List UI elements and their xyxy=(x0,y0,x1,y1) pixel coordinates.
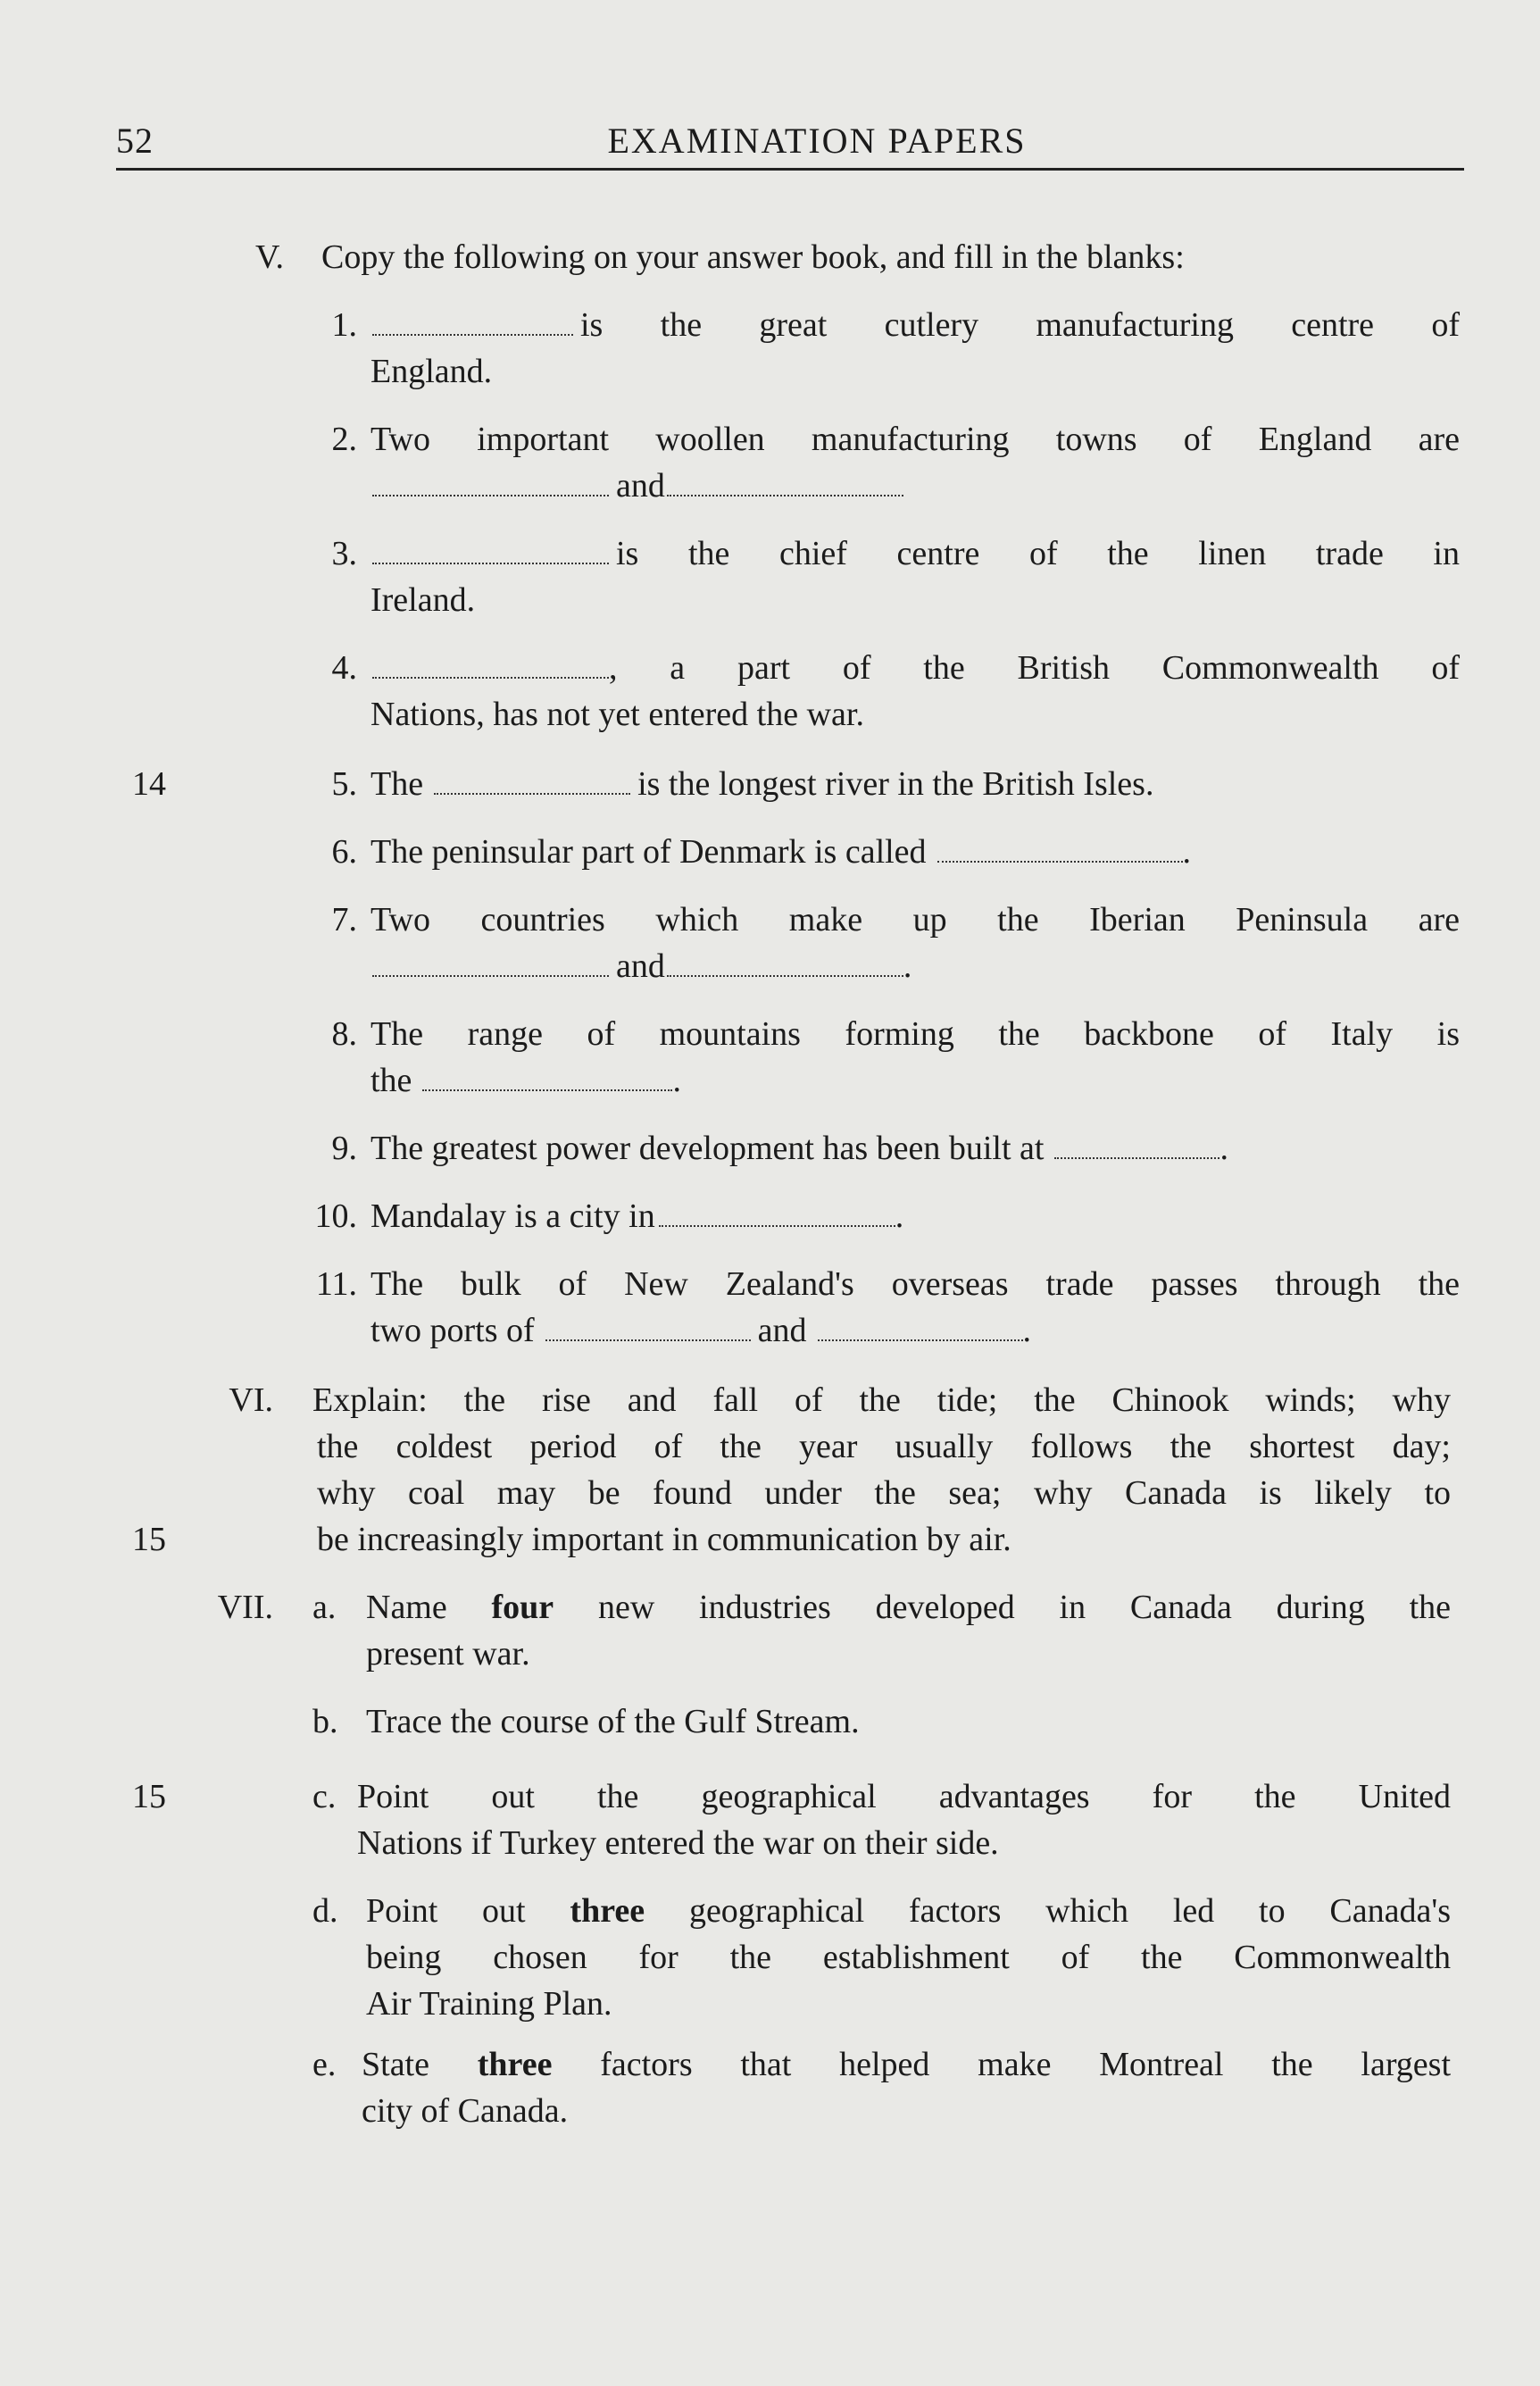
item-letter: d. xyxy=(312,1892,338,1930)
sub-question-continuation: Nations if Turkey entered the war on their side. xyxy=(357,1824,999,1862)
sub-question: Point out the geographical advantages for the United xyxy=(357,1778,1451,1815)
sub-question-continuation: Air Training Plan. xyxy=(366,1985,612,2023)
sub-question-continuation: being chosen for the establishment of the Commonwealth xyxy=(366,1939,1451,1976)
answer-blank xyxy=(818,1339,1023,1341)
item-letter: b. xyxy=(312,1703,338,1740)
item-number: 5. xyxy=(331,765,357,803)
fill-blank-item: is the chief centre of the linen trade in xyxy=(370,530,1460,577)
page-title: EXAMINATION PAPERS xyxy=(607,121,1027,161)
item-letter: c. xyxy=(312,1778,337,1815)
question-text-line: be increasingly important in communication by air. xyxy=(317,1521,1011,1558)
item-number: 9. xyxy=(331,1130,357,1167)
fill-blank-item: The range of mountains forming the backbone of Italy is xyxy=(370,1015,1460,1053)
answer-blank xyxy=(372,677,609,679)
answer-blank xyxy=(422,1089,672,1091)
answer-blank xyxy=(667,975,903,977)
answer-blank xyxy=(659,1225,895,1227)
item-number: 6. xyxy=(331,833,357,871)
item-letter: a. xyxy=(312,1589,337,1626)
item-continuation: and xyxy=(370,463,911,509)
question-intro: Copy the following on your answer book, and fill in the blanks: xyxy=(321,238,1185,276)
item-continuation: the . xyxy=(370,1062,681,1099)
sub-question: Name four new industries developed in Canada during the xyxy=(366,1589,1452,1626)
item-number: 4. xyxy=(331,649,357,687)
marks-value: 15 xyxy=(132,1778,166,1815)
sub-question: Point out three geographical factors which led to Canada's xyxy=(366,1892,1451,1930)
answer-blank xyxy=(545,1339,751,1341)
fill-blank-item: Mandalay is a city in . xyxy=(370,1197,904,1235)
answer-blank xyxy=(434,793,630,795)
item-number: 2. xyxy=(331,421,357,458)
answer-blank xyxy=(372,495,609,496)
item-continuation: and . xyxy=(370,943,912,989)
item-continuation: two ports of and . xyxy=(370,1312,1032,1349)
question-text-line: why coal may be found under the sea; why Canada is likely to xyxy=(317,1474,1451,1512)
running-head xyxy=(116,114,1464,168)
page-number: 52 xyxy=(116,121,154,161)
marks-value: 15 xyxy=(132,1521,166,1558)
answer-blank xyxy=(372,334,573,336)
sub-question: Trace the course of the Gulf Stream. xyxy=(366,1703,860,1740)
fill-blank-item: The peninsular part of Denmark is called . xyxy=(370,833,1192,871)
item-number: 11. xyxy=(315,1265,357,1303)
fill-blank-item: The greatest power development has been built at . xyxy=(370,1130,1228,1167)
fill-blank-item: The bulk of New Zealand's overseas trade passes through the xyxy=(370,1265,1460,1303)
item-continuation: Nations, has not yet entered the war. xyxy=(370,696,864,733)
sub-question: State three factors that helped make Montreal the largest xyxy=(362,2046,1452,2083)
answer-blank xyxy=(1054,1157,1220,1159)
item-number: 10. xyxy=(314,1197,357,1235)
item-number: 8. xyxy=(331,1015,357,1053)
question-text-line: Explain: the rise and fall of the tide; the Chinook winds; why xyxy=(312,1381,1451,1419)
item-continuation: Ireland. xyxy=(370,581,476,619)
item-number: 7. xyxy=(331,901,357,939)
answer-blank xyxy=(372,563,609,564)
answer-blank xyxy=(937,861,1183,863)
answer-blank xyxy=(667,495,903,496)
sub-question-continuation: city of Canada. xyxy=(362,2092,569,2130)
sub-question-continuation: present war. xyxy=(366,1635,530,1673)
fill-blank-item: Two countries which make up the Iberian Peninsula are xyxy=(370,901,1460,939)
header-rule xyxy=(116,168,1464,171)
item-letter: e. xyxy=(312,2046,337,2083)
answer-blank xyxy=(372,975,609,977)
item-number: 1. xyxy=(331,306,357,344)
question-number: VII. xyxy=(217,1589,273,1626)
question-text-line: the coldest period of the year usually follows the shortest day; xyxy=(317,1428,1451,1465)
item-continuation: England. xyxy=(370,353,493,390)
fill-blank-item: , a part of the British Commonwealth of xyxy=(370,645,1460,691)
marks-value: 14 xyxy=(132,765,166,803)
fill-blank-item: is the great cutlery manufacturing centre of xyxy=(370,302,1460,348)
question-number: VI. xyxy=(229,1381,273,1419)
fill-blank-item: The is the longest river in the British Isles. xyxy=(370,765,1154,803)
item-number: 3. xyxy=(331,535,357,572)
question-number: V. xyxy=(254,238,284,276)
fill-blank-item: Two important woollen manufacturing towns of England are xyxy=(370,421,1460,458)
